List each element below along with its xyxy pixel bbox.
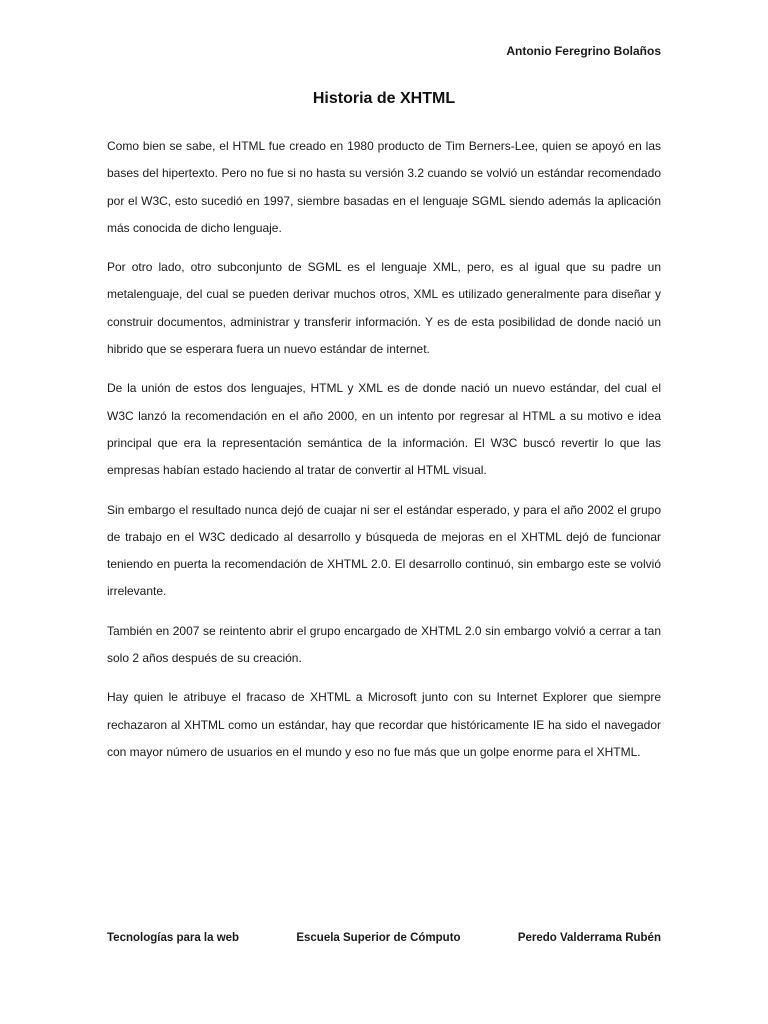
document-body: [107, 133, 661, 778]
page-footer: [107, 932, 661, 944]
paragraph-4: Sin embargo el resultado nunca dejó de cuajar ni ser el estándar esperado, y para el año 2002 el grupo de trabajo en el W3C dedicado al desarrollo y búsqueda de mejoras en el XHTML dejó de funcionar teniendo en puerta la recomendación de XHTML 2.0. El desarrollo continuó, sin embargo este se volvió irrelevante.: [107, 502, 661, 599]
paragraph-5: También en 2007 se reintento abrir el grupo encargado de XHTML 2.0 sin embargo volvió a cerrar a tan solo 2 años después de su creación.: [107, 623, 661, 666]
paragraph-6: Hay quien le atribuye el fracaso de XHTML a Microsoft junto con su Internet Explorer que siempre rechazaron al XHTML como un estándar, hay que recordar que históricamente IE ha sido el navegador con mayor número de usuarios en el mundo y eso no fue más que un golpe enorme para el XHTML.: [107, 690, 661, 759]
document-title: Historia de XHTML: [312, 90, 456, 107]
paragraph-1: Como bien se sabe, el HTML fue creado en 1980 producto de Tim Berners-Lee, quien se apoyó en las bases del hipertexto. Pero no fue si no hasta su versión 3.2 cuando se volvió un estándar recomendado por el W3C, esto sucedió en 1997, siembre basadas en el lenguaje SGML siendo además la aplicación más conocida de dicho lenguaje.: [107, 139, 661, 235]
footer-course: Tecnologías para la web: [107, 932, 240, 944]
footer-teacher: Peredo Valderrama Rubén: [517, 932, 661, 944]
header-author: Antonio Feregrino Bolaños: [506, 44, 661, 58]
paragraph-3: De la unión de estos dos lenguajes, HTML y XML es de donde nació un nuevo estándar, del cual el W3C lanzó la recomendación en el año 2000, en un intento por regresar al HTML a su motivo e idea principal que era la representación semántica de la información. El W3C buscó revertir lo que las empresas habían estado haciendo al tratar de convertir al HTML visual.: [107, 381, 661, 478]
paragraph-2: Por otro lado, otro subconjunto de SGML es el lenguaje XML, pero, es al igual que su padre un metalenguaje, del cual se pueden derivar muchos otros, XML es utilizado generalmente para diseñar y construir documentos, administrar y transferir información. Y es de esta posibilidad de donde nació un hibrido que se esperara fuera un nuevo estándar de internet.: [107, 260, 661, 357]
footer-school: Escuela Superior de Cómputo: [296, 932, 461, 944]
